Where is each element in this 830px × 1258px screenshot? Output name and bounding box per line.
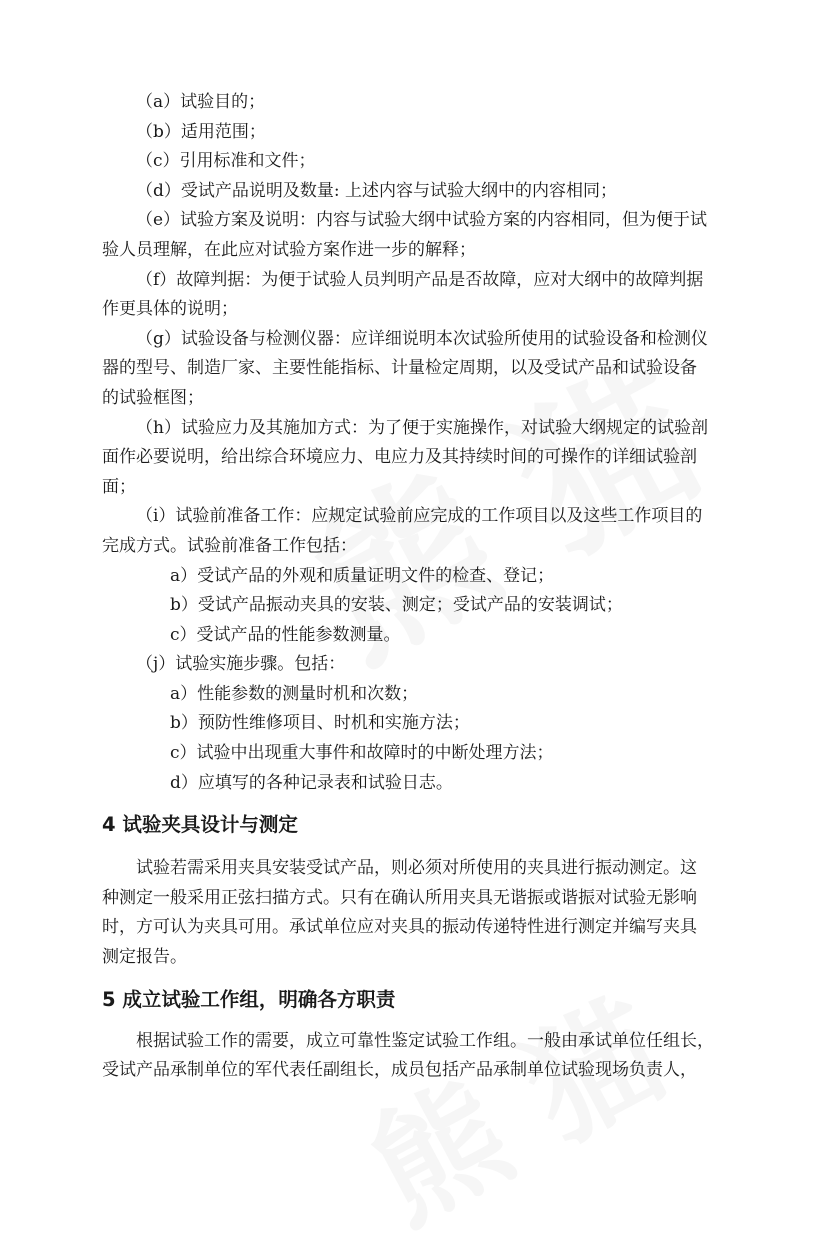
list-item-g-line3: 的试验框图； — [102, 387, 204, 408]
section-5-heading: 5 成立试验工作组，明确各方职责 — [102, 987, 396, 1011]
list-item-i-line2: 完成方式。试验前准备工作包括： — [102, 535, 357, 556]
list-item-f-line2: 作更具体的说明； — [102, 299, 238, 320]
list-item-f-line1: （f）故障判据：为便于试验人员判明产品是否故障，应对大纲中的故障判据 — [136, 269, 704, 290]
section-4-heading: 4 试验夹具设计与测定 — [102, 813, 298, 837]
section-4-line3: 时，方可认为夹具可用。承试单位应对夹具的振动传递特性进行测定并编写夹具 — [102, 917, 697, 938]
list-item-b: （b）适用范围； — [136, 121, 266, 142]
list-item-h-line1: （h）试验应力及其施加方式：为了便于实施操作，对试验大纲规定的试验剖 — [136, 417, 708, 438]
list-item-g-line1: （g）试验设备与检测仪器：应详细说明本次试验所使用的试验设备和检测仪 — [136, 328, 708, 349]
list-item-e-line2: 验人员理解，在此应对试验方案作进一步的解释； — [102, 239, 476, 260]
list-item-j-line1: （j）试验实施步骤。包括： — [136, 654, 346, 675]
section-5-line2: 受试产品承制单位的军代表任副组长，成员包括产品承制单位试验现场负责人， — [102, 1060, 697, 1081]
section-5-line1: 根据试验工作的需要，成立可靠性鉴定试验工作组。一般由承试单位任组长， — [136, 1030, 714, 1051]
sub-item-j-b: b）预防性维修项目、时机和实施方法； — [170, 713, 470, 734]
list-item-g-line2: 器的型号、制造厂家、主要性能指标、计量检定周期，以及受试产品和试验设备 — [102, 358, 697, 379]
sub-item-j-a: a）性能参数的测量时机和次数； — [170, 683, 419, 704]
sub-item-j-d: d）应填写的各种记录表和试验日志。 — [170, 772, 453, 793]
sub-item-i-a: a）受试产品的外观和质量证明文件的检查、登记； — [170, 565, 555, 586]
list-item-c: （c）引用标准和文件； — [136, 151, 316, 172]
list-item-h-line2: 面作必要说明，给出综合环境应力、电应力及其持续时间的可操作的详细试验剖 — [102, 447, 697, 468]
section-4-line1: 试验若需采用夹具安装受试产品，则必须对所使用的夹具进行振动测定。这 — [136, 858, 697, 879]
section-4-line4: 测定报告。 — [102, 947, 187, 968]
list-item-d: （d）受试产品说明及数量: 上述内容与试验大纲中的内容相同； — [136, 180, 618, 201]
section-4-line2: 种测定一般采用正弦扫描方式。只有在确认所用夹具无谐振或谐振对试验无影响 — [102, 887, 697, 908]
list-item-h-line3: 面； — [102, 476, 136, 497]
sub-item-i-b: b）受试产品振动夹具的安装、测定；受试产品的安装调试； — [170, 595, 623, 616]
list-item-i-line1: （i）试验前准备工作：应规定试验前应完成的工作项目以及这些工作项目的 — [136, 506, 703, 527]
list-item-a: （a）试验目的； — [136, 92, 266, 112]
list-item-e-line1: （e）试验方案及说明：内容与试验大纲中试验方案的内容相同，但为便于试 — [136, 210, 708, 231]
document-page — [102, 88, 742, 1086]
sub-item-j-c: c）试验中出现重大事件和故障时的中断处理方法； — [170, 743, 554, 764]
sub-item-i-c: c）受试产品的性能参数测量。 — [170, 624, 401, 645]
